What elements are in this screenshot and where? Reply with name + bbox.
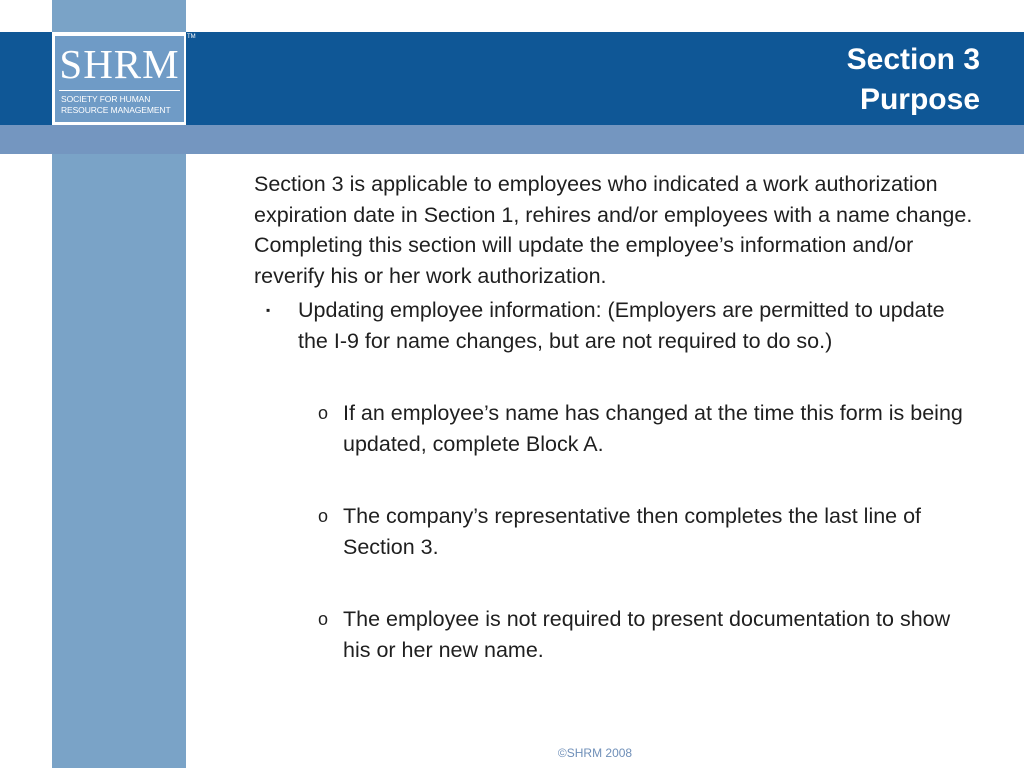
logo-tagline-line1: SOCIETY FOR HUMAN xyxy=(61,94,151,104)
page-title xyxy=(847,40,980,120)
circle-bullet-icon: o xyxy=(318,506,329,526)
shrm-logo xyxy=(52,32,196,125)
circle-bullet-icon: o xyxy=(318,403,329,423)
sub-bullet-item xyxy=(254,398,976,459)
trademark-symbol: TM xyxy=(187,34,196,40)
logo-mark: SHRM xyxy=(59,41,180,87)
logo-tagline-line2: RESOURCE MANAGEMENT xyxy=(61,105,171,115)
sub-bullet-list xyxy=(254,398,976,665)
logo-divider xyxy=(59,90,180,91)
page-title-line2: Purpose xyxy=(859,83,980,116)
sub-bullet-text: If an employee’s name has changed at the time this form is being updated, complete Block A. xyxy=(343,401,963,456)
slide-body xyxy=(254,169,976,707)
intro-paragraph: Section 3 is applicable to employees who indicated a work authorization expiration date in Section 1, rehires and/or employees with a name change. Completing this section will update the employee’s information and/or reverify his or her work authorization. xyxy=(254,172,973,288)
sub-bullet-text: The employee is not required to present documentation to show his or her new name. xyxy=(343,607,951,662)
page-title-line1: Section 3 xyxy=(846,43,980,76)
sub-bullet-text: The company’s representative then completes the last line of Section 3. xyxy=(343,504,922,559)
logo-box xyxy=(55,36,184,122)
circle-bullet-icon: o xyxy=(318,609,329,629)
logo-tagline xyxy=(61,94,183,116)
footer-copyright: ©SHRM 2008 xyxy=(557,746,633,760)
square-bullet-icon: ▪ xyxy=(266,303,271,317)
sub-bullet-item xyxy=(254,604,976,665)
bullet-text: Updating employee information: (Employers are permitted to update the I-9 for name changes, but are not required to do so.) xyxy=(298,298,945,353)
header-sub-band xyxy=(0,125,1024,154)
bullet-item xyxy=(254,295,976,356)
sub-bullet-item xyxy=(254,501,976,562)
